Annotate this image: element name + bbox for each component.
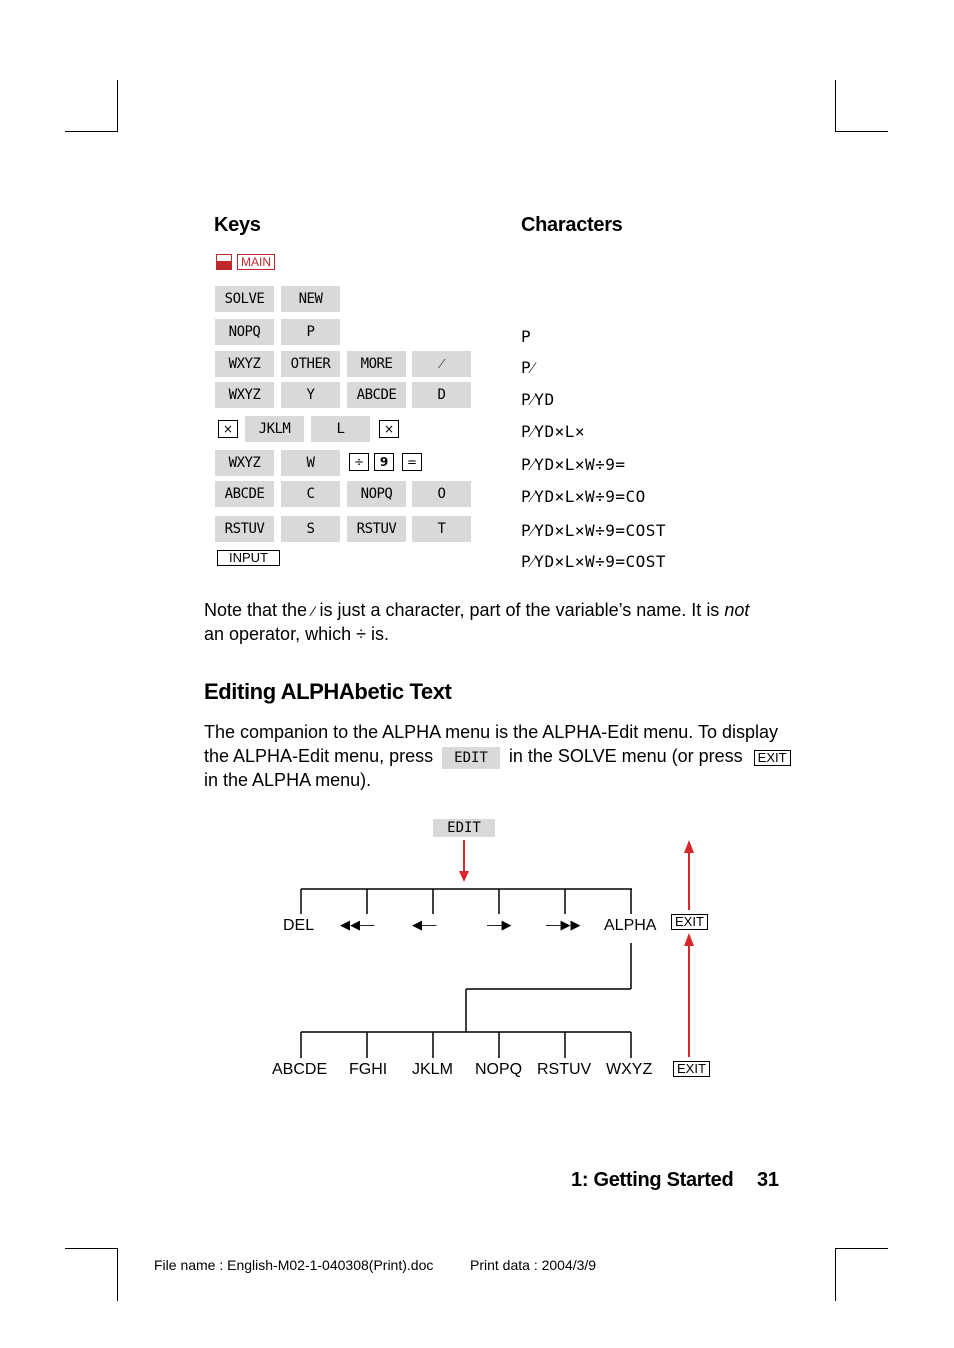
- menu-label-wxyz: WXYZ: [606, 1061, 653, 1078]
- menu-key-y[interactable]: Y: [281, 382, 340, 408]
- menu-key-new[interactable]: NEW: [281, 286, 340, 312]
- chars-line: P⁄YD×L×: [521, 422, 585, 441]
- menu-key-w[interactable]: W: [281, 450, 340, 476]
- menu-key-rstuv[interactable]: RSTUV: [347, 516, 406, 542]
- chars-line: P⁄YD×L×W÷9=: [521, 455, 626, 474]
- chars-line: P⁄: [521, 358, 535, 377]
- menu-key-jklm[interactable]: JKLM: [245, 416, 304, 442]
- menu-key-more[interactable]: MORE: [347, 351, 406, 377]
- multiply-key[interactable]: ×: [379, 420, 399, 438]
- menu-key-rstuv[interactable]: RSTUV: [215, 516, 274, 542]
- menu-key-solve[interactable]: SOLVE: [215, 286, 274, 312]
- menu-label-move-left: ◀––: [412, 917, 437, 932]
- section-title: Editing ALPHAbetic Text: [204, 679, 452, 704]
- menu-key-s[interactable]: S: [281, 516, 340, 542]
- chars-line: P⁄YD×L×W÷9=COST: [521, 521, 667, 540]
- chapter-title: 1: Getting Started: [571, 1169, 734, 1191]
- menu-key-other[interactable]: OTHER: [281, 351, 340, 377]
- diagram-edit-key[interactable]: EDIT: [433, 819, 495, 837]
- menu-key-wxyz[interactable]: WXYZ: [215, 351, 274, 377]
- menu-label-rstuv: RSTUV: [537, 1061, 592, 1078]
- exit-key-top[interactable]: EXIT: [671, 914, 708, 930]
- file-name: File name : English-M02-1-040308(Print).doc: [154, 1257, 434, 1273]
- chars-line: P⁄YD×L×W÷9=COST: [521, 552, 667, 571]
- multiply-key[interactable]: ×: [218, 420, 238, 438]
- menu-key-nopq[interactable]: NOPQ: [347, 481, 406, 507]
- menu-label-move-start: ◀◀––: [340, 917, 375, 932]
- menu-label-del: DEL: [283, 917, 315, 934]
- menu-key-nopq[interactable]: NOPQ: [215, 319, 274, 345]
- menu-key-slash[interactable]: ⁄: [412, 351, 471, 377]
- input-key[interactable]: INPUT: [217, 550, 280, 566]
- divide-key[interactable]: ÷: [349, 453, 369, 471]
- menu-key-p[interactable]: P: [281, 319, 340, 345]
- note-text: Note that the: [204, 600, 308, 620]
- edit-arrow-head: [459, 871, 469, 882]
- menu-label-jklm: JKLM: [412, 1061, 453, 1078]
- chars-line: P⁄YD: [521, 390, 555, 409]
- page-number: 31: [757, 1169, 779, 1191]
- menu-key-o[interactable]: O: [412, 481, 471, 507]
- note-line-2: an operator, which ÷ is.: [204, 624, 389, 644]
- nine-key[interactable]: 9: [374, 453, 394, 471]
- menu-key-c[interactable]: C: [281, 481, 340, 507]
- slash-char: ⁄: [312, 603, 315, 619]
- note-text: is just a character, part of the variable’s name. It is: [319, 600, 720, 620]
- para-line-3: in the ALPHA menu).: [204, 770, 372, 790]
- exit-key[interactable]: EXIT: [754, 750, 791, 766]
- equals-key[interactable]: =: [402, 453, 422, 471]
- menu-label-nopq: NOPQ: [475, 1061, 523, 1078]
- keys-header: Keys: [214, 214, 261, 236]
- chars-line: P: [521, 327, 532, 346]
- menu-key-d[interactable]: D: [412, 382, 471, 408]
- print-date: Print data : 2004/3/9: [470, 1257, 597, 1273]
- menu-label-fghi: FGHI: [349, 1061, 388, 1078]
- menu-key-l[interactable]: L: [311, 416, 370, 442]
- menu-key-wxyz[interactable]: WXYZ: [215, 382, 274, 408]
- menu-key-abcde[interactable]: ABCDE: [347, 382, 406, 408]
- menu-label-alpha: ALPHA: [604, 917, 657, 934]
- chars-line: P⁄YD×L×W÷9=CO: [521, 487, 646, 506]
- menu-key-abcde[interactable]: ABCDE: [215, 481, 274, 507]
- menu-label-abcde: ABCDE: [272, 1061, 328, 1078]
- edit-menu-key[interactable]: EDIT: [442, 747, 500, 769]
- characters-header: Characters: [521, 214, 623, 236]
- note-emphasis: not: [724, 600, 750, 620]
- main-key[interactable]: MAIN: [237, 254, 275, 270]
- menu-key-wxyz[interactable]: WXYZ: [215, 450, 274, 476]
- para-line-1: The companion to the ALPHA menu is the ALPHA-Edit menu. To display: [204, 722, 778, 742]
- menu-label-move-end: ––▶▶: [546, 917, 581, 932]
- para-text: the ALPHA-Edit menu, press: [204, 746, 434, 766]
- menu-label-move-right: ––▶: [487, 917, 512, 932]
- para-text: in the SOLVE menu (or press: [508, 746, 743, 766]
- menu-key-t[interactable]: T: [412, 516, 471, 542]
- exit-key-bottom[interactable]: EXIT: [673, 1061, 710, 1077]
